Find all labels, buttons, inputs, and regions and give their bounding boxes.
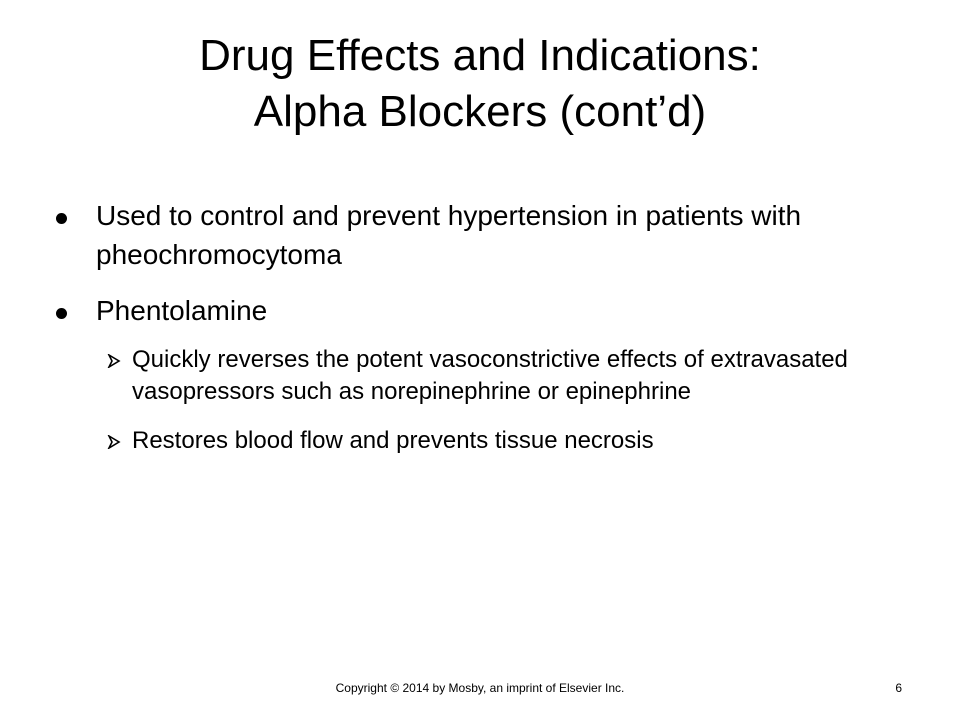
bullet-text: Used to control and prevent hypertension in patients with pheochromocytoma — [96, 200, 802, 270]
page-number: 6 — [895, 681, 902, 695]
sub-bullet-item — [50, 344, 910, 408]
bullet-item — [50, 196, 910, 274]
bullet-text: Phentolamine — [96, 295, 268, 326]
bullet-list — [50, 196, 910, 457]
round-bullet-icon — [56, 308, 67, 319]
slide-title — [40, 28, 920, 140]
slide-title-line-1: Drug Effects and Indications: — [199, 31, 761, 80]
footer — [0, 678, 960, 698]
sub-bullet-item — [50, 425, 910, 457]
sub-bullet-text: Quickly reverses the potent vasoconstrictive effects of extravasated vasopressors such as norepinephrine or epinephrine — [132, 346, 848, 405]
sub-bullet-text: Restores blood flow and prevents tissue necrosis — [132, 427, 654, 454]
arrowhead-bullet-icon — [107, 435, 121, 449]
copyright-text: Copyright © 2014 by Mosby, an imprint of Elsevier Inc. — [335, 681, 625, 695]
bullet-item — [50, 291, 910, 330]
arrowhead-bullet-icon — [107, 354, 121, 368]
slide-title-line-2: Alpha Blockers (cont’d) — [253, 87, 707, 136]
round-bullet-icon — [56, 213, 67, 224]
